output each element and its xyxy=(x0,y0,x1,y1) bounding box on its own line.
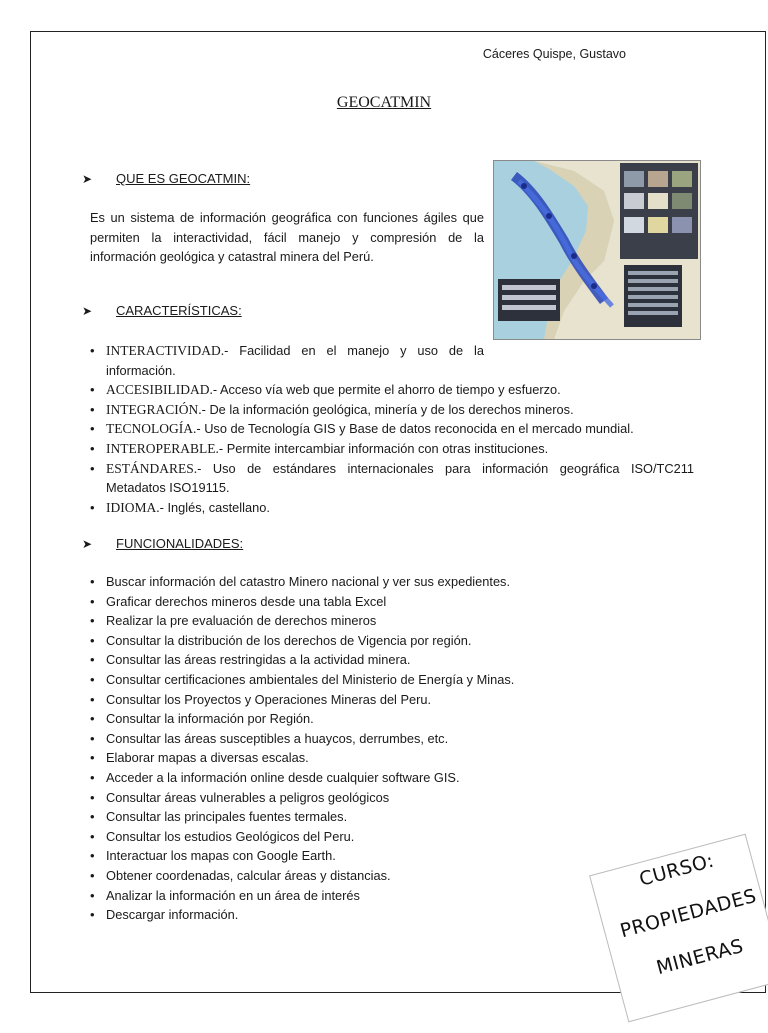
stamp-line: MINERAS xyxy=(654,934,746,980)
arrow-bullet-icon: ➤ xyxy=(82,172,93,186)
list-item: • Consultar certificaciones ambientales del Ministerio de Energía y Minas. xyxy=(86,670,706,690)
list-item: • Consultar las áreas susceptibles a huaycos, derrumbes, etc. xyxy=(86,729,706,749)
list-item xyxy=(86,341,694,380)
author-name: Cáceres Quispe, Gustavo xyxy=(482,47,626,61)
list-item: • Elaborar mapas a diversas escalas. xyxy=(86,748,706,768)
list-item: • Obtener coordenadas, calcular áreas y distancias. xyxy=(86,866,706,886)
list-item: • Consultar las áreas restringidas a la actividad minera. xyxy=(86,650,706,670)
section-heading-caracteristicas xyxy=(82,303,242,318)
feature-text: - Permite intercambiar información con otras instituciones. xyxy=(218,440,549,456)
section-heading-que-es xyxy=(82,171,250,186)
list-item: • Graficar derechos mineros desde una tabla Excel xyxy=(86,592,706,612)
section-heading-text: QUE ES GEOCATMIN: xyxy=(116,171,251,186)
list-item xyxy=(86,400,694,420)
section-heading-text: FUNCIONALIDADES: xyxy=(116,536,244,551)
arrow-bullet-icon: ➤ xyxy=(82,304,93,318)
list-item: • Consultar los Proyectos y Operaciones Mineras del Peru. xyxy=(86,690,706,710)
list-item: • Interactuar los mapas con Google Earth. xyxy=(86,846,706,866)
list-item: • Consultar las principales fuentes termales. xyxy=(86,807,706,827)
list-item: • Descargar información. xyxy=(86,905,706,925)
feature-text: - Inglés, castellano. xyxy=(159,499,270,515)
feature-text: - De la información geológica, minería y de los derechos mineros. xyxy=(201,401,574,417)
list-item xyxy=(86,439,694,459)
feature-term: INTEGRACIÓN. xyxy=(106,401,202,417)
feature-term: ACCESIBILIDAD. xyxy=(106,382,213,398)
feature-text: - Uso de Tecnología GIS y Base de datos reconocida en el mercado mundial. xyxy=(196,421,634,437)
feature-term: ESTÁNDARES. xyxy=(106,460,198,476)
list-item: • Consultar los estudios Geológicos del Peru. xyxy=(86,827,706,847)
list-item: • Analizar la información en un área de interés xyxy=(86,886,706,906)
intro-paragraph: Es un sistema de información geográfica con funciones ágiles que permiten la interactividad, fácil manejo y compresión de la información geológica y catastral minera del Perú. xyxy=(90,210,484,264)
feature-term: INTERACTIVIDAD. xyxy=(106,343,225,358)
section-heading-text: CARACTERÍSTICAS: xyxy=(116,303,242,318)
geocatmin-map-image xyxy=(493,160,701,340)
feature-text: - Facilidad en el manejo y uso de la información. xyxy=(106,343,484,378)
list-item xyxy=(86,419,694,439)
stamp-line: CURSO: xyxy=(636,849,717,891)
feature-term: IDIOMA. xyxy=(106,499,160,515)
feature-text: - Uso de estándares internacionales para información geográfica ISO/TC211 Metadatos ISO19115. xyxy=(106,460,694,496)
list-item: • Consultar la información por Región. xyxy=(86,709,706,729)
document-title: GEOCATMIN xyxy=(336,94,432,111)
list-item: • Consultar la distribución de los derechos de Vigencia por región. xyxy=(86,631,706,651)
stamp-line: PROPIEDADES xyxy=(617,884,759,943)
list-item xyxy=(86,380,694,400)
list-item: • Consultar áreas vulnerables a peligros geológicos xyxy=(86,788,706,808)
list-item xyxy=(86,459,694,498)
feature-term: TECNOLOGÍA. xyxy=(106,421,197,437)
list-item: • Realizar la pre evaluación de derechos mineros xyxy=(86,611,706,631)
feature-term: INTEROPERABLE. xyxy=(106,440,219,456)
features-list xyxy=(86,341,694,517)
list-item: • Acceder a la información online desde cualquier software GIS. xyxy=(86,768,706,788)
list-item: • Buscar información del catastro Minero nacional y ver sus expedientes. xyxy=(86,572,706,592)
feature-text: - Acceso vía web que permite el ahorro de tiempo y esfuerzo. xyxy=(212,382,561,398)
list-item xyxy=(86,498,694,518)
arrow-bullet-icon: ➤ xyxy=(82,537,93,551)
section-heading-funcionalidades xyxy=(82,536,243,551)
